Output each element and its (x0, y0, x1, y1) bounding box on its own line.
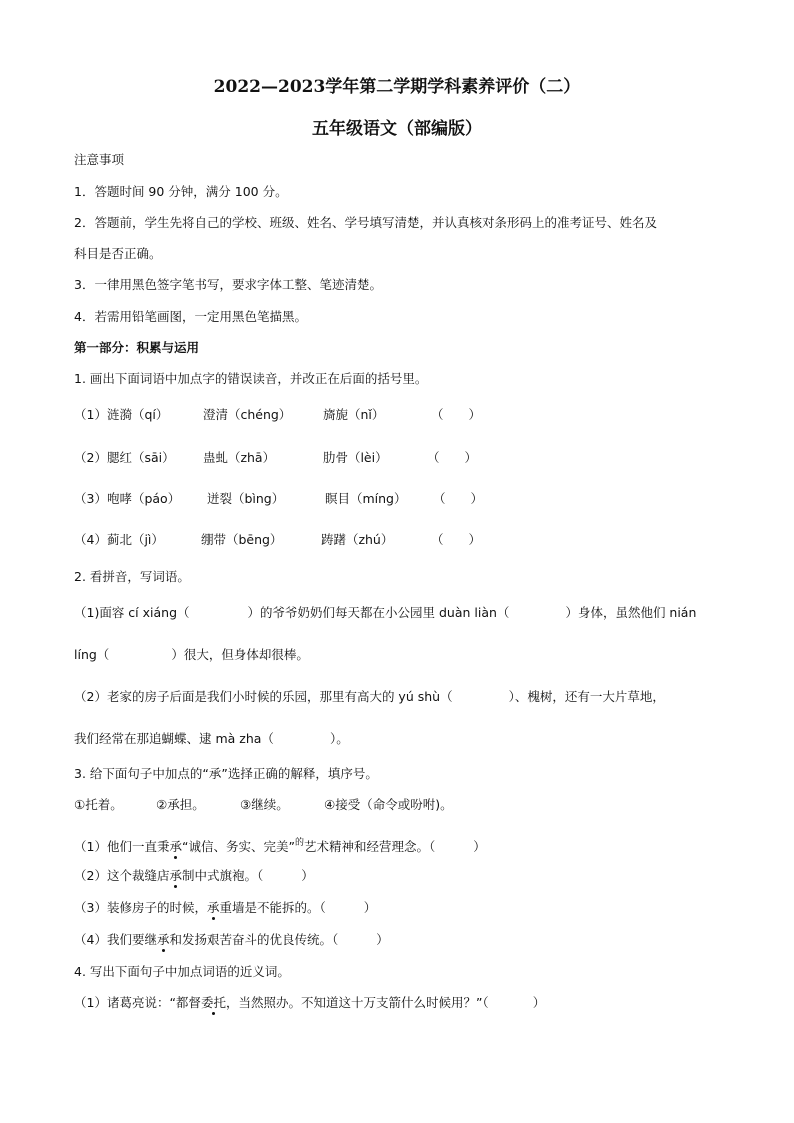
word-item: 腮红（sāi） (106, 450, 175, 465)
question-1-stem: 1. 画出下面词语中加点字的错误读音，并改正在后面的括号里。 (74, 371, 428, 386)
page-subtitle: 五年级语文（部编版） (312, 119, 482, 139)
text-segment: “诚信、务实、完美” (181, 839, 295, 854)
text-segment: líng（ (74, 647, 110, 662)
word-item: 绷带（bēng） (200, 532, 283, 547)
text-segment: ） (376, 932, 389, 947)
question-1-row-1 (74, 407, 481, 423)
question-1-row-2 (74, 450, 477, 466)
row-number: （4） (74, 532, 107, 547)
question-3-sentence-2 (74, 868, 314, 884)
row-number: （1） (74, 407, 107, 422)
section-heading: 第一部分：积累与运用 (74, 340, 200, 355)
word-item: 蓟北（jì） (106, 532, 164, 547)
word-item: 瞑目（míng） (324, 491, 407, 506)
option-2: ②承担。 (156, 797, 205, 812)
option-3: ③继续。 (240, 797, 289, 812)
note-3: 3．一律用黑色签字笔书写，要求字体工整、笔迹清楚。 (74, 277, 382, 292)
text-segment: ，当然照办。不知道这十万支箭什么时候用？”（ (225, 995, 489, 1010)
text-segment: 艺术精神和经营理念。（ (303, 839, 436, 854)
text-segment: ） (301, 868, 314, 883)
note-2-line-2: 科目是否正确。 (74, 246, 162, 261)
dotted-character: 承 (206, 900, 220, 915)
question-4-stem: 4. 写出下面句子中加点词语的近义词。 (74, 964, 290, 979)
answer-blank[interactable]: （ ） (426, 450, 477, 465)
word-item: 踌躇（zhú） (320, 532, 394, 547)
dotted-character: 承 (169, 839, 182, 854)
text-segment: 重墙是不能拆的。（ (219, 900, 326, 915)
question-2-line-3 (74, 689, 665, 705)
text-segment: ）。 (329, 731, 349, 746)
question-2-stem: 2. 看拼音，写词语。 (74, 569, 190, 584)
answer-blank[interactable]: （ ） (430, 407, 481, 422)
word-item: 迸裂（bìng） (206, 491, 285, 506)
text-segment: （1）他们一直秉 (74, 839, 170, 854)
question-2-line-4 (74, 731, 349, 747)
word-item: 澄清（chéng） (202, 407, 292, 422)
text-segment: 我们经常在那追蝴蝶、逮 mà zha（ (74, 731, 274, 746)
text-segment: 和发扬艰苦奋斗的优良传统。（ (169, 932, 339, 947)
text-segment: ）身体，虽然他们 nián (565, 605, 697, 620)
dotted-character: 承 (169, 868, 182, 883)
question-3-sentence-4 (74, 932, 389, 948)
answer-blank[interactable]: （ ） (432, 491, 483, 506)
text-segment: ）很大，但身体却很棒。 (171, 647, 309, 662)
question-1-row-3 (74, 491, 483, 507)
question-3-stem: 3. 给下面句子中加点的“承”选择正确的解释，填序号。 (74, 766, 378, 781)
option-4: ④接受（命令或吩咐)。 (324, 797, 453, 812)
notes-heading: 注意事项 (74, 152, 125, 167)
word-item: 肋骨（lèi） (322, 450, 388, 465)
question-3-options (74, 797, 453, 813)
text-segment: 制中式旗袍。（ (181, 868, 264, 883)
text-segment: ） (532, 995, 546, 1010)
text-segment: （2）这个裁缝店 (74, 868, 170, 883)
question-2-line-1 (74, 605, 696, 621)
text-segment: （4）我们要继 (74, 932, 157, 947)
row-number: （3） (74, 491, 107, 506)
text-segment: ） (363, 900, 377, 915)
dotted-character: 承 (156, 932, 170, 947)
question-3-sentence-1 (74, 835, 486, 855)
question-2-line-2 (74, 647, 309, 663)
text-segment: ） (473, 839, 486, 854)
question-3-sentence-3 (74, 900, 376, 916)
note-2-line-1: 2．答题前，学生先将自己的学校、班级、姓名、学号填写清楚，并认真核对条形码上的准考证号、姓名及 (74, 215, 657, 230)
note-4: 4．若需用铅笔画图，一定用黑色笔描黑。 (74, 309, 307, 324)
word-item: 涟漪（qí） (106, 407, 169, 422)
page-title: 2022—2023学年第二学期学科素养评价（二） (213, 77, 581, 97)
word-item: 旖旎（nǐ） (322, 407, 385, 422)
option-1: ①托着。 (74, 797, 123, 812)
text-segment: 的 (294, 838, 304, 848)
word-item: 蛊虬（zhā） (202, 450, 276, 465)
text-segment: （3）装修房子的时候， (74, 900, 207, 915)
text-segment: （1）诸葛亮说：“都督 (74, 995, 201, 1010)
word-item: 咆哮（páo） (106, 491, 181, 506)
text-segment: （1)面容 cí xiáng（ (74, 605, 190, 620)
dotted-word: 委托 (200, 995, 226, 1010)
text-segment: （2）老家的房子后面是我们小时候的乐园，那里有高大的 yú shù（ (74, 689, 453, 704)
text-segment: ）、槐树，还有一大片草地， (508, 689, 665, 704)
question-4-sentence-1 (74, 995, 545, 1011)
row-number: （2） (74, 450, 107, 465)
note-1: 1．答题时间 90 分钟，满分 100 分。 (74, 184, 288, 199)
question-1-row-4 (74, 532, 481, 548)
answer-blank[interactable]: （ ） (430, 532, 481, 547)
text-segment: ）的爷爷奶奶们每天都在小公园里 duàn liàn（ (247, 605, 510, 620)
